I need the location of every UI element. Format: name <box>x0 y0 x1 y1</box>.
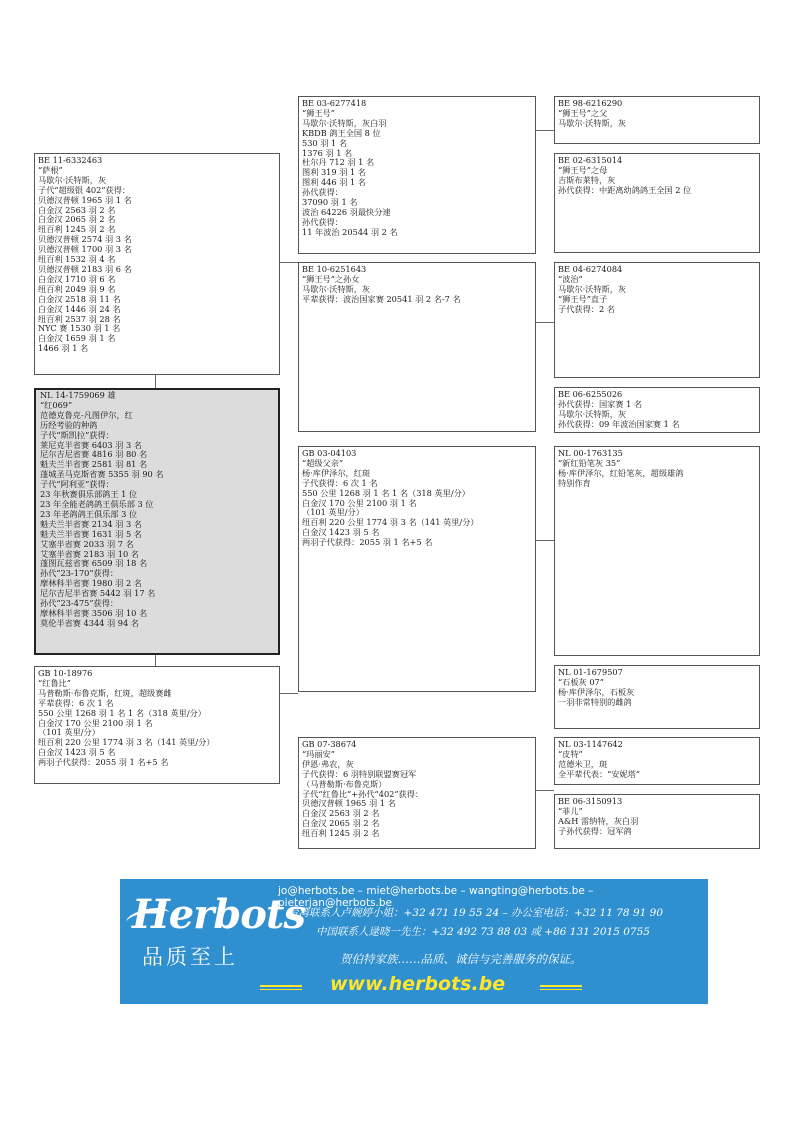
pedigree-box-dd-dam <box>554 794 760 849</box>
pedigree-box-sire <box>34 153 280 375</box>
breeder-color: 马普勒斯·布鲁克斯，红斑，超级赛雌 <box>38 687 172 698</box>
result-line: 图利 446 羽 1 名 <box>302 177 366 188</box>
result-line: 两羽子代获得：2055 羽 1 名+5 名 <box>302 537 433 548</box>
result-line: 贝德汉普顿 1700 羽 3 名 <box>38 244 132 255</box>
result-line: 子代获得：2 名 <box>558 303 615 314</box>
result-line: 白金汉 1423 羽 5 名 <box>302 527 380 538</box>
result-line: 23 年老鸽鸽王俱乐部 3 位 <box>40 508 138 519</box>
contact-emails[interactable]: jo@herbots.be – miet@herbots.be – wangting@herbots.be – pieterjan@herbots.be <box>278 885 594 909</box>
result-line: 莱尼克半省赛 6403 羽 3 名 <box>40 439 142 450</box>
pedigree-box-dd-sire <box>554 737 760 785</box>
ring-number: GB 10-18976 <box>38 668 93 678</box>
result-line: 贝德汉普顿 1965 羽 1 名 <box>38 194 132 205</box>
herbots-logo: Herbots <box>132 891 305 938</box>
result-line: 子代“阿利亚”获得： <box>40 479 114 490</box>
result-line: 子代获得：6 羽特别联盟赛冠军 <box>302 768 417 779</box>
ring-number: BE 98-6216290 <box>558 98 623 108</box>
pedigree-box-subject <box>34 388 280 655</box>
result-line: 蓬城圣马克斯省赛 5355 羽 90 名 <box>40 469 164 480</box>
result-line: 白金汉 2563 羽 2 名 <box>302 808 380 819</box>
pigeon-name: “萨根” <box>38 164 63 175</box>
pigeon-name: “红069” <box>40 399 73 410</box>
breeder-color: 杨·库伊泽尔，石板灰 <box>558 686 635 697</box>
ring-number: NL 14-1759069 雄 <box>40 390 116 400</box>
result-line: 贝德汉普顿 2574 羽 3 名 <box>38 234 132 245</box>
result-line: 平辈获得：6 次 1 名 <box>38 697 114 708</box>
pigeon-name: “超级父亲” <box>302 457 344 468</box>
result-line: 孙代“23-475”获得： <box>40 598 119 609</box>
result-line: 1376 羽 1 名 <box>302 147 353 158</box>
ring-number: BE 06-3150913 <box>558 796 623 806</box>
result-line: 贝德汉普顿 2183 羽 6 名 <box>38 263 132 274</box>
breeder-color: 马歇尔·沃特斯，灰 <box>558 283 627 294</box>
breeder-color: 伊恩·弗农，灰 <box>302 758 354 769</box>
herbots-banner <box>120 879 708 1004</box>
result-line: 孙代获得：09 年波治国家赛 1 名 <box>558 418 680 429</box>
pigeon-name: “菲儿” <box>558 805 583 816</box>
result-line: 子代“超级银 402”获得： <box>38 184 131 195</box>
result-line: 蓬图瓦兹省赛 6509 羽 18 名 <box>40 558 148 569</box>
ring-number: NL 01-1679507 <box>558 667 623 677</box>
result-line: 白金汉 1446 羽 24 名 <box>38 303 121 314</box>
result-line: 37090 羽 1 名 <box>302 197 358 208</box>
result-line: KBDB 鸽王全国 8 位 <box>302 127 381 138</box>
result-line: 550 公里 1268 羽 1 名 1 名（318 英里/分） <box>302 487 470 498</box>
ring-number: BE 10-6251643 <box>302 264 367 274</box>
breeder-color: A&H 雷纳特，灰白羽 <box>558 815 639 826</box>
result-line: 特别作育 <box>558 477 591 488</box>
result-line: 530 羽 1 名 <box>302 137 348 148</box>
result-line: （马普勒斯·布鲁克斯） <box>302 778 387 789</box>
result-line: 550 公里 1268 羽 1 名 1 名（318 英里/分） <box>38 707 206 718</box>
result-line: 纽百利 1245 羽 2 名 <box>38 224 116 235</box>
breeder-color: 马歇尔·沃特斯，灰白羽 <box>302 117 387 128</box>
pedigree-box-sd-dam <box>554 387 760 433</box>
pigeon-name: “狮王号” <box>302 107 335 118</box>
result-line: 纽百利 1245 羽 2 名 <box>302 828 380 839</box>
result-line: 摩林科半省赛 1980 羽 2 名 <box>40 578 142 589</box>
pedigree-box-sire-sire <box>298 96 536 254</box>
breeder-color: 范德米卫，斑 <box>558 758 608 769</box>
result-line: 平辈获得：波治国家赛 20541 羽 2 名-7 名 <box>302 293 461 304</box>
pigeon-name: “红鲁比” <box>38 677 71 688</box>
pedigree-box-sd-sire <box>554 262 760 378</box>
result-line: 孙代“23-170”获得： <box>40 568 119 579</box>
breeder-color: 马歇尔·沃特斯，灰 <box>38 174 107 185</box>
result-line: 艾塞半省赛 2183 羽 10 名 <box>40 548 139 559</box>
pigeon-name: “新红铅笔灰 35” <box>558 457 621 468</box>
connector <box>535 130 554 131</box>
pigeon-name: “狮王号”之父 <box>558 107 608 118</box>
result-line: 魁夫兰半省赛 1631 羽 5 名 <box>40 528 142 539</box>
connector <box>535 790 554 791</box>
pedigree-box-ss-sire <box>554 96 760 144</box>
ring-number: BE 02-6315014 <box>558 155 623 165</box>
connector <box>535 322 554 323</box>
pedigree-box-ds-dam <box>554 665 760 729</box>
ring-number: BE 11-6332463 <box>38 155 103 165</box>
tagline: 贺伯特家族……品质、诚信与完善服务的保证。 <box>340 952 582 966</box>
result-line: 白金汉 1423 羽 5 名 <box>38 747 116 758</box>
result-line: 纽百利 220 公里 1774 羽 3 名（141 英里/分） <box>38 737 215 748</box>
result-line: 纽百利 220 公里 1774 羽 3 名（141 英里/分） <box>302 517 479 528</box>
result-line: 23 年秋赛俱乐部鸽王 1 位 <box>40 489 138 500</box>
result-line: 尼尔吉尼半省赛 5442 羽 17 名 <box>40 588 156 599</box>
result-line: （101 英里/分） <box>302 507 364 518</box>
contact-taiwan: 台湾联系人卢婉婷小姐：+32 471 19 55 24 – 办公室电话：+32 11 78 91 90 <box>288 907 664 919</box>
pedigree-box-ss-dam <box>554 153 760 253</box>
result-line: 全平辈代表：“安妮塔” <box>558 768 641 779</box>
result-line: 历经考验的种鸽 <box>40 419 98 430</box>
contact-china: 中国联系人逯晓一先生：+32 492 73 88 03 或 +86 131 2015 0755 <box>316 926 650 938</box>
result-line: 白金汉 2065 羽 2 名 <box>302 818 380 829</box>
pedigree-box-dam-dam <box>298 737 536 849</box>
pigeon-name: “波治” <box>558 273 583 284</box>
connector <box>155 654 156 666</box>
result-line: 杜尔丹 712 羽 1 名 <box>302 157 375 168</box>
result-line: 子代获得：6 次 1 名 <box>302 477 378 488</box>
result-line: 图利 319 羽 1 名 <box>302 167 366 178</box>
pedigree-box-ds-sire <box>554 446 760 656</box>
result-line: 纽百利 1532 羽 4 名 <box>38 254 116 265</box>
pigeon-name: “玛丽安” <box>302 748 335 759</box>
result-line: 白金汉 170 公里 2100 羽 1 名 <box>302 497 417 508</box>
result-line: 白金汉 2065 羽 2 名 <box>38 214 116 225</box>
result-line: 魁夫兰半省赛 2134 羽 3 名 <box>40 518 142 529</box>
ring-number: GB 07-38674 <box>302 739 357 749</box>
breeder-color: 马歇尔·沃特斯，灰 <box>302 283 371 294</box>
breeder-color: 马歇尔·沃特斯，灰 <box>558 408 627 419</box>
breeder-color: 杨·库伊泽尔，红斑 <box>302 467 371 478</box>
result-line: 11 年波治 20544 羽 2 名 <box>302 226 398 237</box>
result-line: 纽百利 2049 羽 9 名 <box>38 283 116 294</box>
result-line: “狮王号”直子 <box>558 293 608 304</box>
pedigree-box-dam-sire <box>298 446 536 692</box>
connector <box>155 374 156 388</box>
result-line: 孙代获得： <box>302 216 343 227</box>
ring-number: NL 03-1147642 <box>558 739 623 749</box>
result-line: 23 年全能老鸽鸽王俱乐部 3 位 <box>40 498 154 509</box>
result-line: 波治 64226 羽最快分速 <box>302 206 391 217</box>
ring-number: GB 03-04103 <box>302 448 357 458</box>
breeder-color: 范德克鲁克-凡图伊尔，红 <box>40 409 133 420</box>
pigeon-name: “狮王号”之母 <box>558 164 608 175</box>
result-line: 尼尔吉尼省赛 4816 羽 80 名 <box>40 449 148 460</box>
connector <box>280 262 298 263</box>
breeder-color: 马歇尔·沃特斯，灰 <box>558 117 627 128</box>
pedigree-box-sire-dam <box>298 262 536 432</box>
breeder-color: 杨·库伊泽尔，红铅笔灰，超级雄鸽 <box>558 467 684 478</box>
result-line: 孙代获得：国家赛 1 名 <box>558 398 643 409</box>
result-line: 子孙代获得：冠军鸽 <box>558 825 632 836</box>
result-line: 魁夫兰半省赛 2581 羽 81 名 <box>40 459 148 470</box>
result-line: 摩林科半省赛 3506 羽 10 名 <box>40 607 148 618</box>
result-line: 纽百利 2537 羽 28 名 <box>38 313 121 324</box>
result-line: 孙代获得：中距离幼鸽鸽王全国 2 位 <box>558 184 692 195</box>
result-line: 艾塞半省赛 2033 羽 7 名 <box>40 538 134 549</box>
breeder-color: 吉斯布莱特，灰 <box>558 174 616 185</box>
slogan: 品质至上 <box>142 945 238 969</box>
connector <box>535 540 554 541</box>
result-line: NYC 赛 1530 羽 1 名 <box>38 323 121 334</box>
website-link[interactable]: www.herbots.be <box>330 973 506 995</box>
ring-number: NL 00-1763135 <box>558 448 623 458</box>
result-line: 白金汉 170 公里 2100 羽 1 名 <box>38 717 153 728</box>
decorative-dash <box>540 985 582 990</box>
result-line: 白金汉 1710 羽 6 名 <box>38 273 116 284</box>
result-line: 子代“斯凯拉”获得： <box>40 429 114 440</box>
result-line: 白金汉 2518 羽 11 名 <box>38 293 121 304</box>
result-line: 白金汉 1659 羽 1 名 <box>38 333 116 344</box>
pigeon-name: “石板灰 07” <box>558 676 604 687</box>
result-line: 贝德汉普顿 1965 羽 1 名 <box>302 798 396 809</box>
result-line: 白金汉 2563 羽 2 名 <box>38 204 116 215</box>
result-line: 一羽非常特别的雌鸽 <box>558 696 632 707</box>
decorative-dash <box>260 985 302 990</box>
result-line: 孙代获得： <box>302 187 343 198</box>
result-line: 两羽子代获得：2055 羽 1 名+5 名 <box>38 757 169 768</box>
pedigree-box-dam <box>34 666 280 784</box>
result-line: （101 英里/分） <box>38 727 100 738</box>
result-line: 莫伦半省赛 4344 羽 94 名 <box>40 617 139 628</box>
result-line: 子代“红鲁比”+孙代“402”获得： <box>302 788 424 799</box>
pigeon-name: “皮特” <box>558 748 583 759</box>
ring-number: BE 03-6277418 <box>302 98 367 108</box>
connector <box>280 693 298 694</box>
ring-number: BE 04-6274084 <box>558 264 623 274</box>
result-line: 1466 羽 1 名 <box>38 343 89 354</box>
ring-number: BE 06-6255026 <box>558 389 623 399</box>
pigeon-name: “狮王号”之孙女 <box>302 273 360 284</box>
